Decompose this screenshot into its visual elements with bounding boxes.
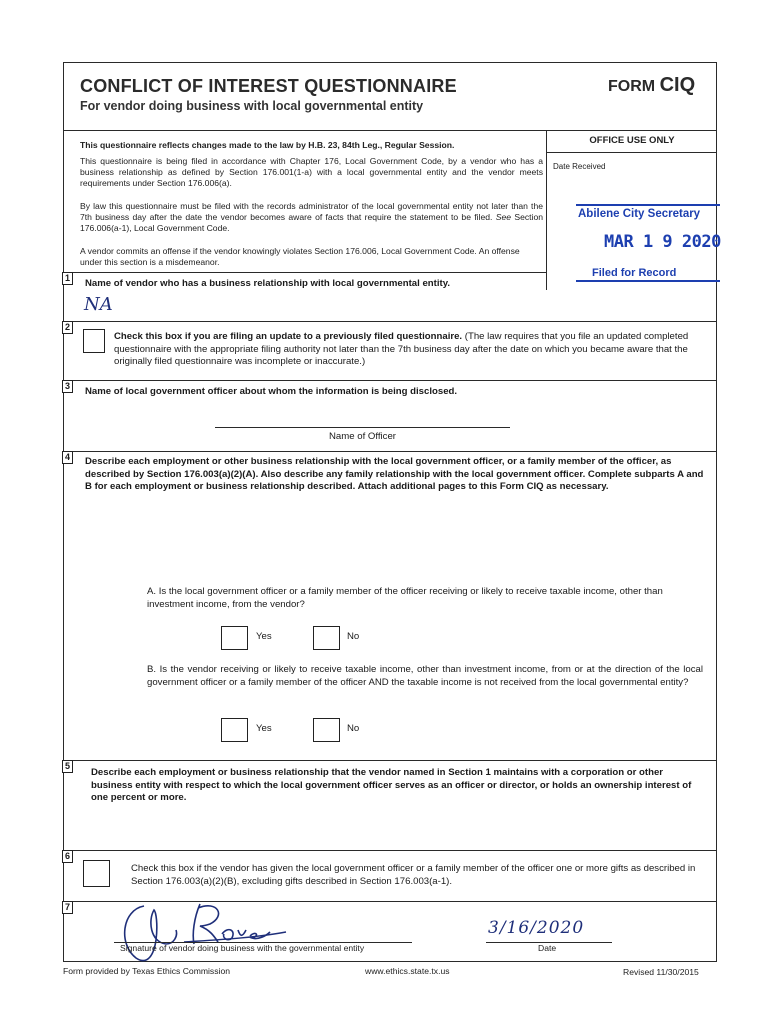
section3-label: Name of local government officer about whom the information is being disclosed. — [85, 386, 458, 397]
footer-provided: Form provided by Texas Ethics Commission — [63, 966, 230, 976]
intro-reflects: This questionnaire reflects changes made to the law by H.B. 23, 84th Leg., Regular Session. — [80, 140, 455, 150]
form-prefix: FORM — [608, 78, 656, 95]
section4-top-rule — [63, 451, 717, 452]
section6-text: Check this box if the vendor has given the local government officer or a family member of the officer one or more gifts as described in Section 176.003(a)(2)(B), excluding gifts described in Section 176.003(a-1). — [131, 863, 696, 887]
gift-checkbox[interactable] — [83, 860, 110, 887]
stamp-top-rule — [576, 204, 720, 206]
question-a-yes-checkbox[interactable] — [221, 626, 248, 650]
intro-para3: A vendor commits an offense if the vendor knowingly violates Section 176.006, Local Government Code. An offense under this section is a misdemeanor. — [80, 246, 520, 267]
stamp-line3: Filed for Record — [592, 267, 677, 279]
intro-para2-main: By law this questionnaire must be filed with the records administrator of the local governmental entity not later than the 7th business day after the date the vendor becomes aware of facts that require the statement to be filed. — [80, 201, 543, 222]
officer-name-line[interactable] — [215, 427, 510, 428]
intro-para2-ref: Section 176.006(a-1), Local Government Code. — [80, 212, 544, 233]
stamp-line1: Abilene City Secretary — [578, 208, 701, 220]
footer-url[interactable]: www.ethics.state.tx.us — [365, 966, 450, 976]
date-received-label: Date Received — [553, 162, 606, 171]
received-stamp — [576, 204, 720, 284]
update-checkbox[interactable] — [83, 329, 105, 353]
intro-para1: This questionnaire is being filed in accordance with Chapter 176, Local Government Code, by a vendor who has a business relationship as defined by Section 176.001(1-a) with a local governmental entity and the vendor meets requirements under Section 176.006(a). — [80, 156, 543, 188]
section2-top-rule — [63, 321, 717, 322]
office-divider — [546, 130, 547, 290]
question-b-yes-checkbox[interactable] — [221, 718, 248, 742]
question-a-yes-label: Yes — [256, 631, 272, 642]
date-caption: Date — [538, 943, 557, 953]
form-frame — [63, 62, 717, 962]
question-a-no-label: No — [347, 631, 360, 642]
office-label-divider — [546, 152, 717, 153]
question-a-no-checkbox[interactable] — [313, 626, 340, 650]
stamp-date: MAR 1 9 2020 — [604, 232, 721, 252]
section5-number: 5 — [62, 760, 73, 773]
section1-label: Name of vendor who has a business relationship with local governmental entity. — [85, 278, 450, 289]
office-use-label: OFFICE USE ONLY — [589, 135, 675, 146]
section4-label: Describe each employment or other business relationship with the local government officer, or a family member of the officer, as described by Section 176.003(a)(2)(A). Also describe any family relationship with the local government officer. Complete subparts A and B for each employment or business relationship described. Attach additional pages to this Form CIQ as necessary. — [85, 456, 704, 492]
question-b-no-checkbox[interactable] — [313, 718, 340, 742]
signature-caption: Signature of vendor doing business with the governmental entity — [120, 943, 365, 953]
section1-number: 1 — [62, 272, 73, 285]
form-code — [608, 74, 695, 97]
intro-para2-see: See — [495, 212, 512, 222]
section1-top-rule — [63, 272, 547, 273]
section2-note: (The law requires that you file an updated completed questionnaire with the appropriate filing authority not later than the 7th business day after the date on which you became aware that the originally filed questionnaire was incomplete or inaccurate.) — [114, 331, 689, 367]
officer-name-caption: Name of Officer — [328, 431, 396, 442]
section7-number: 7 — [62, 901, 73, 914]
section2-text — [114, 331, 710, 369]
vendor-name-value: NA — [84, 294, 113, 315]
form-title: CONFLICT OF INTEREST QUESTIONNAIRE — [80, 76, 457, 96]
header-divider — [63, 130, 717, 131]
section2-bold: Check this box if you are filing an update to a previously filed questionnaire. — [114, 331, 463, 342]
section6-top-rule — [63, 850, 717, 851]
stamp-bottom-rule — [576, 280, 720, 282]
section6-number: 6 — [62, 850, 73, 863]
section3-number: 3 — [62, 380, 73, 393]
question-a: A. Is the local government officer or a family member of the officer receiving or likely to receive taxable income, other than investment income, from the vendor? — [147, 586, 663, 610]
intro-para2 — [80, 201, 543, 234]
question-b-no-label: No — [347, 723, 360, 734]
form-code-value: CIQ — [659, 74, 696, 96]
footer-revised: Revised 11/30/2015 — [623, 967, 699, 977]
vendor-signature — [114, 896, 314, 968]
question-b: B. Is the vendor receiving or likely to receive taxable income, other than investment income, from or at the direction of the local government officer or a family member of the officer AND the taxable income is not received from the local governmental entity? — [147, 664, 703, 688]
section2-number: 2 — [62, 321, 73, 334]
signature-date-value: 3/16/2020 — [488, 918, 585, 938]
section3-top-rule — [63, 380, 717, 381]
section4-number: 4 — [62, 451, 73, 464]
section5-top-rule — [63, 760, 717, 761]
form-subtitle: For vendor doing business with local governmental entity — [80, 99, 424, 113]
section5-label: Describe each employment or business relationship that the vendor named in Section 1 maintains with a corporation or other business entity with respect to which the local government officer serves as an officer or director, or holds an ownership interest of one percent or more. — [91, 767, 692, 803]
question-b-yes-label: Yes — [256, 723, 272, 734]
